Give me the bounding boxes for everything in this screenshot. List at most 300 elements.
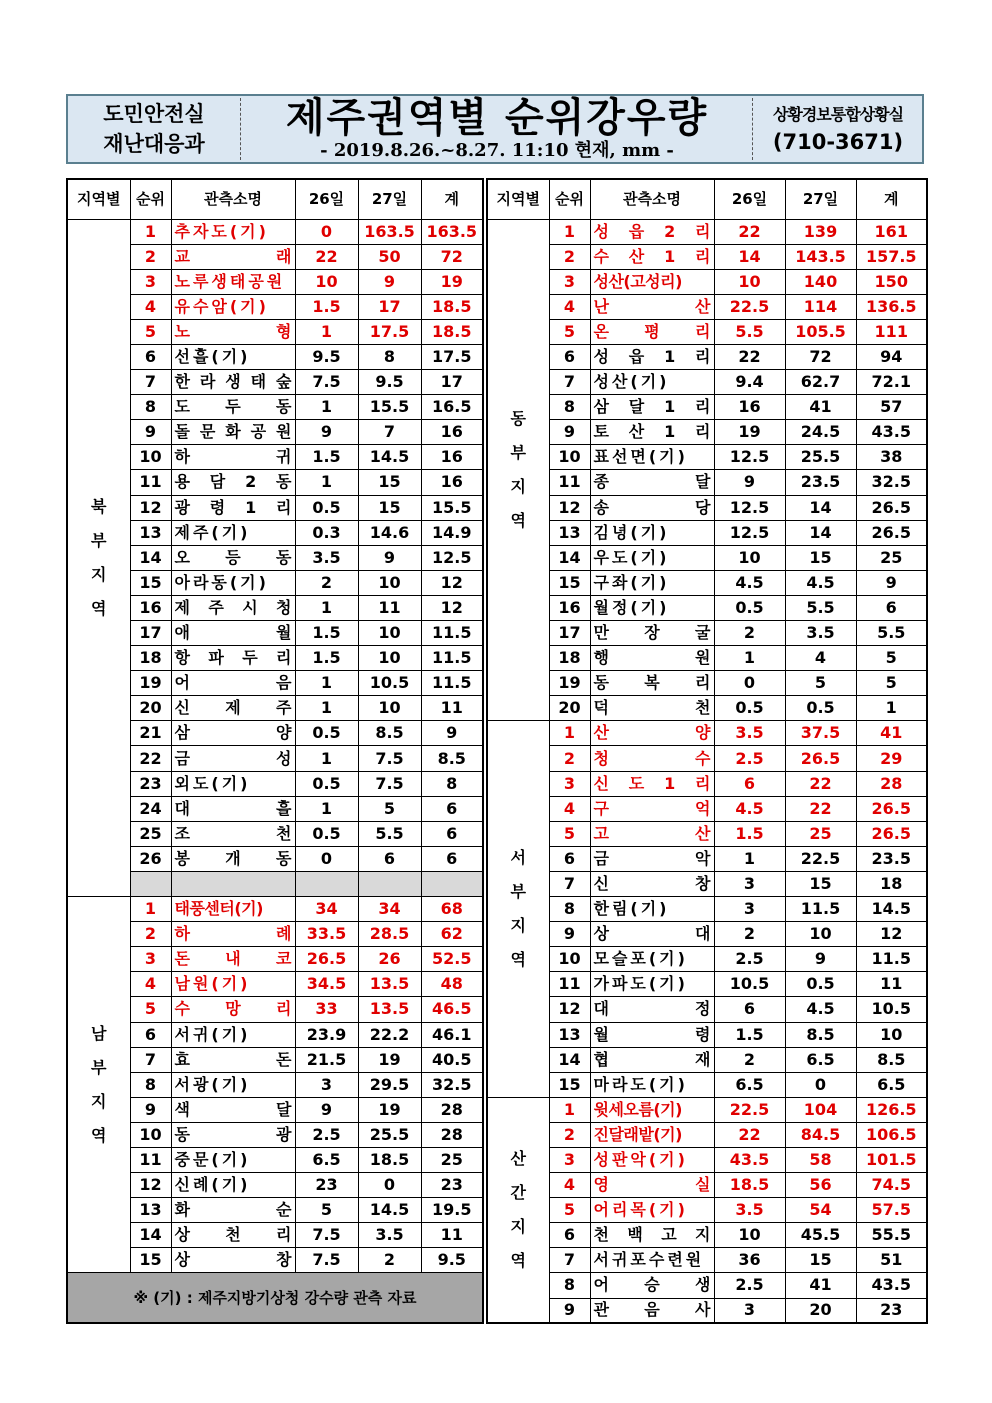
rank-cell: 9 bbox=[549, 1298, 590, 1323]
table-row bbox=[487, 570, 927, 595]
table-row bbox=[67, 821, 483, 846]
station-name-cell bbox=[590, 871, 714, 896]
table-row bbox=[67, 1022, 483, 1047]
rank-cell: 12 bbox=[549, 495, 590, 520]
station-name-cell bbox=[171, 219, 295, 244]
station-name: 중문(기) bbox=[174, 1150, 251, 1170]
station-name: 천 백 고 지 bbox=[593, 1225, 711, 1245]
station-name: 외도(기) bbox=[174, 773, 251, 793]
day26-cell: 7.5 bbox=[295, 370, 358, 395]
rank-cell: 13 bbox=[549, 520, 590, 545]
day27-cell: 7 bbox=[358, 420, 421, 445]
station-name: 성판악(기) bbox=[593, 1150, 688, 1170]
day26-cell: 2 bbox=[295, 570, 358, 595]
station-name-cell bbox=[590, 395, 714, 420]
rank-cell: 9 bbox=[130, 420, 171, 445]
rank-cell: 5 bbox=[549, 319, 590, 344]
header-divider bbox=[240, 98, 241, 160]
table-row bbox=[67, 595, 483, 620]
station-name: 제주(기) bbox=[174, 522, 251, 542]
day26-cell: 2.5 bbox=[714, 746, 785, 771]
day27-cell: 9 bbox=[785, 947, 856, 972]
rank-cell: 10 bbox=[549, 947, 590, 972]
day26-cell: 22.5 bbox=[714, 294, 785, 319]
table-row bbox=[67, 1097, 483, 1122]
station-name-cell bbox=[590, 269, 714, 294]
day26-cell: 0.5 bbox=[295, 821, 358, 846]
total-cell: 32.5 bbox=[856, 470, 927, 495]
station-name-cell bbox=[590, 846, 714, 871]
day26-cell: 0.5 bbox=[295, 721, 358, 746]
total-cell: 48 bbox=[421, 972, 483, 997]
station-name: 가파도(기) bbox=[593, 974, 688, 994]
day27-cell: 72 bbox=[785, 344, 856, 369]
table-row bbox=[487, 1223, 927, 1248]
day26-cell: 6 bbox=[714, 771, 785, 796]
day26-cell: 2 bbox=[714, 1047, 785, 1072]
table-row bbox=[487, 671, 927, 696]
total-cell: 16 bbox=[421, 445, 483, 470]
rank-cell: 6 bbox=[549, 344, 590, 369]
total-cell: 17.5 bbox=[421, 344, 483, 369]
day26-cell: 0.5 bbox=[295, 771, 358, 796]
table-row bbox=[67, 972, 483, 997]
station-name-cell bbox=[590, 897, 714, 922]
rank-cell: 23 bbox=[130, 771, 171, 796]
rank-cell: 14 bbox=[130, 545, 171, 570]
rank-cell: 14 bbox=[549, 1047, 590, 1072]
day26-cell: 1 bbox=[295, 470, 358, 495]
station-name-cell bbox=[590, 1198, 714, 1223]
office-name: 상황경보통합상황실 bbox=[772, 105, 904, 124]
station-name-cell bbox=[590, 721, 714, 746]
station-name: 선흘(기) bbox=[174, 347, 251, 367]
total-cell: 11 bbox=[421, 696, 483, 721]
total-cell: 46.5 bbox=[421, 997, 483, 1022]
day27-cell: 19 bbox=[358, 1097, 421, 1122]
day27-cell: 26 bbox=[358, 947, 421, 972]
total-cell: 14.5 bbox=[856, 897, 927, 922]
day26-cell: 3 bbox=[714, 897, 785, 922]
day27-cell: 7.5 bbox=[358, 771, 421, 796]
rank-cell: 7 bbox=[130, 370, 171, 395]
total-cell: 9 bbox=[421, 721, 483, 746]
station-name-cell bbox=[171, 1173, 295, 1198]
day26-cell: 0 bbox=[295, 219, 358, 244]
day27-cell: 62.7 bbox=[785, 370, 856, 395]
total-cell: 26.5 bbox=[856, 520, 927, 545]
department-line1: 도민안전실 bbox=[103, 102, 205, 126]
rank-cell: 7 bbox=[549, 1248, 590, 1273]
rank-cell: 25 bbox=[130, 821, 171, 846]
day26-cell: 2 bbox=[714, 621, 785, 646]
rank-cell: 11 bbox=[130, 470, 171, 495]
station-name-cell bbox=[590, 244, 714, 269]
day26-cell: 10 bbox=[295, 269, 358, 294]
total-cell: 16.5 bbox=[421, 395, 483, 420]
total-cell: 18.5 bbox=[421, 294, 483, 319]
table-row bbox=[67, 344, 483, 369]
day27-cell: 22.5 bbox=[785, 846, 856, 871]
region-label-east: 동부지역 bbox=[487, 219, 549, 721]
day27-cell: 15 bbox=[785, 871, 856, 896]
col-station: 관측소명 bbox=[590, 179, 714, 219]
region-label-west: 서부지역 bbox=[487, 721, 549, 1097]
table-row bbox=[67, 922, 483, 947]
empty-cell bbox=[171, 871, 295, 896]
rank-cell: 2 bbox=[549, 746, 590, 771]
day26-cell: 6.5 bbox=[714, 1072, 785, 1097]
table-row bbox=[67, 269, 483, 294]
day27-cell: 0.5 bbox=[785, 972, 856, 997]
table-row bbox=[67, 746, 483, 771]
day26-cell: 10 bbox=[714, 1223, 785, 1248]
station-name: 만 장 굴 bbox=[593, 623, 711, 643]
station-name-cell bbox=[590, 370, 714, 395]
total-cell: 11.5 bbox=[421, 646, 483, 671]
day27-cell: 20 bbox=[785, 1298, 856, 1323]
rank-cell: 3 bbox=[549, 269, 590, 294]
table-row bbox=[67, 420, 483, 445]
total-cell: 23.5 bbox=[856, 846, 927, 871]
day27-cell: 18.5 bbox=[358, 1147, 421, 1172]
day27-cell: 3.5 bbox=[785, 621, 856, 646]
station-name-cell bbox=[590, 646, 714, 671]
col-region: 지역별 bbox=[487, 179, 549, 219]
station-name-cell bbox=[171, 1047, 295, 1072]
table-row bbox=[67, 219, 483, 244]
station-name-cell bbox=[171, 1122, 295, 1147]
rank-cell: 1 bbox=[549, 721, 590, 746]
day27-cell: 163.5 bbox=[358, 219, 421, 244]
total-cell: 62 bbox=[421, 922, 483, 947]
station-name-cell bbox=[171, 319, 295, 344]
station-name-cell bbox=[171, 1198, 295, 1223]
day26-cell: 1 bbox=[714, 646, 785, 671]
station-name-cell bbox=[171, 821, 295, 846]
day27-cell: 5 bbox=[785, 671, 856, 696]
station-name-cell bbox=[171, 269, 295, 294]
total-cell: 5.5 bbox=[856, 621, 927, 646]
col-day26: 26일 bbox=[295, 179, 358, 219]
table-row bbox=[67, 947, 483, 972]
day27-cell: 3.5 bbox=[358, 1223, 421, 1248]
rank-cell: 17 bbox=[549, 621, 590, 646]
rank-cell: 11 bbox=[549, 470, 590, 495]
col-station: 관측소명 bbox=[171, 179, 295, 219]
rank-cell: 10 bbox=[130, 445, 171, 470]
station-name: 성산(고성리) bbox=[593, 271, 682, 291]
day27-cell: 2 bbox=[358, 1248, 421, 1273]
table-row bbox=[487, 420, 927, 445]
station-name-cell bbox=[171, 1223, 295, 1248]
day27-cell: 114 bbox=[785, 294, 856, 319]
rank-cell: 6 bbox=[549, 846, 590, 871]
total-cell: 10 bbox=[856, 1022, 927, 1047]
day27-cell: 25.5 bbox=[358, 1122, 421, 1147]
day27-cell: 105.5 bbox=[785, 319, 856, 344]
station-name-cell bbox=[590, 796, 714, 821]
station-name: 진달래밭(기) bbox=[593, 1124, 682, 1144]
total-cell: 9 bbox=[856, 570, 927, 595]
rank-cell: 1 bbox=[130, 897, 171, 922]
station-name-cell bbox=[171, 897, 295, 922]
station-name-cell bbox=[171, 922, 295, 947]
total-cell: 8 bbox=[421, 771, 483, 796]
total-cell: 8.5 bbox=[421, 746, 483, 771]
station-name: 온 평 리 bbox=[593, 321, 711, 341]
day26-cell: 22 bbox=[714, 219, 785, 244]
total-cell: 94 bbox=[856, 344, 927, 369]
col-total: 계 bbox=[421, 179, 483, 219]
day26-cell: 1 bbox=[295, 595, 358, 620]
rank-cell: 9 bbox=[549, 420, 590, 445]
rank-cell: 14 bbox=[130, 1223, 171, 1248]
total-cell: 57.5 bbox=[856, 1198, 927, 1223]
day26-cell: 4.5 bbox=[714, 796, 785, 821]
table-row bbox=[487, 646, 927, 671]
table-row bbox=[487, 846, 927, 871]
rank-cell: 14 bbox=[549, 545, 590, 570]
station-name: 청 수 bbox=[593, 748, 711, 768]
station-name: 삼 양 bbox=[174, 723, 292, 743]
station-name-cell bbox=[590, 294, 714, 319]
station-name-cell bbox=[590, 520, 714, 545]
station-name-cell bbox=[590, 1173, 714, 1198]
station-name-cell bbox=[590, 671, 714, 696]
rank-cell: 24 bbox=[130, 796, 171, 821]
total-cell: 6 bbox=[421, 796, 483, 821]
day26-cell: 1.5 bbox=[714, 1022, 785, 1047]
station-name: 유수암(기) bbox=[174, 296, 269, 316]
station-name: 항 파 두 리 bbox=[174, 648, 292, 668]
table-row bbox=[487, 1147, 927, 1172]
station-name: 표선면(기) bbox=[593, 447, 688, 467]
table-row bbox=[487, 319, 927, 344]
day27-cell: 58 bbox=[785, 1147, 856, 1172]
total-cell: 38 bbox=[856, 445, 927, 470]
station-name-cell bbox=[590, 1047, 714, 1072]
station-name: 서광(기) bbox=[174, 1074, 251, 1094]
total-cell: 11.5 bbox=[421, 671, 483, 696]
header-divider bbox=[752, 98, 753, 160]
station-name-cell bbox=[590, 344, 714, 369]
station-name: 서귀(기) bbox=[174, 1024, 251, 1044]
total-cell: 8.5 bbox=[856, 1047, 927, 1072]
station-name: 상 천 리 bbox=[174, 1225, 292, 1245]
day26-cell: 12.5 bbox=[714, 520, 785, 545]
day27-cell: 41 bbox=[785, 1273, 856, 1298]
table-row bbox=[67, 671, 483, 696]
table-row bbox=[487, 269, 927, 294]
total-cell: 23 bbox=[421, 1173, 483, 1198]
day27-cell: 9 bbox=[358, 269, 421, 294]
day27-cell: 37.5 bbox=[785, 721, 856, 746]
table-row bbox=[67, 370, 483, 395]
station-name-cell bbox=[171, 947, 295, 972]
rank-cell: 15 bbox=[549, 570, 590, 595]
table-row bbox=[487, 696, 927, 721]
total-cell: 14.9 bbox=[421, 520, 483, 545]
day26-cell: 10 bbox=[714, 269, 785, 294]
station-name-cell bbox=[171, 796, 295, 821]
rank-cell: 10 bbox=[130, 1122, 171, 1147]
rank-cell: 13 bbox=[130, 1198, 171, 1223]
total-cell: 18 bbox=[856, 871, 927, 896]
total-cell: 136.5 bbox=[856, 294, 927, 319]
table-header-row bbox=[487, 179, 927, 219]
col-day27: 27일 bbox=[358, 179, 421, 219]
total-cell: 23 bbox=[856, 1298, 927, 1323]
day27-cell: 17 bbox=[358, 294, 421, 319]
day27-cell: 84.5 bbox=[785, 1122, 856, 1147]
total-cell: 52.5 bbox=[421, 947, 483, 972]
day27-cell: 14.5 bbox=[358, 445, 421, 470]
day27-cell: 140 bbox=[785, 269, 856, 294]
station-name: 조 천 bbox=[174, 823, 292, 843]
station-name: 동 광 bbox=[174, 1124, 292, 1144]
day26-cell: 9 bbox=[295, 420, 358, 445]
station-name: 금 악 bbox=[593, 848, 711, 868]
station-name: 신 제 주 bbox=[174, 698, 292, 718]
total-cell: 5 bbox=[856, 646, 927, 671]
station-name: 애 월 bbox=[174, 623, 292, 643]
station-name: 금 성 bbox=[174, 748, 292, 768]
day27-cell: 10.5 bbox=[358, 671, 421, 696]
day27-cell: 22 bbox=[785, 796, 856, 821]
day26-cell: 36 bbox=[714, 1248, 785, 1273]
station-name-cell bbox=[171, 470, 295, 495]
day26-cell: 5.5 bbox=[714, 319, 785, 344]
station-name: 남원(기) bbox=[174, 974, 251, 994]
table-row bbox=[67, 470, 483, 495]
rank-cell: 21 bbox=[130, 721, 171, 746]
col-day26: 26일 bbox=[714, 179, 785, 219]
table-row bbox=[487, 520, 927, 545]
day26-cell: 2.5 bbox=[714, 1273, 785, 1298]
station-name: 송 당 bbox=[593, 497, 711, 517]
station-name: 오 등 동 bbox=[174, 547, 292, 567]
station-name-cell bbox=[171, 420, 295, 445]
day26-cell: 9 bbox=[295, 1097, 358, 1122]
day27-cell: 10 bbox=[785, 922, 856, 947]
day27-cell: 15.5 bbox=[358, 395, 421, 420]
day27-cell: 10 bbox=[358, 696, 421, 721]
rank-cell: 18 bbox=[549, 646, 590, 671]
station-name-cell bbox=[171, 570, 295, 595]
total-cell: 9.5 bbox=[421, 1248, 483, 1273]
station-name: 하 례 bbox=[174, 924, 292, 944]
total-cell: 43.5 bbox=[856, 1273, 927, 1298]
day26-cell: 2.5 bbox=[714, 947, 785, 972]
station-name-cell bbox=[590, 1072, 714, 1097]
table-row bbox=[67, 846, 483, 871]
station-name: 난 산 bbox=[593, 296, 711, 316]
day27-cell: 4 bbox=[785, 646, 856, 671]
table-row bbox=[487, 1298, 927, 1323]
station-name: 영 실 bbox=[593, 1175, 711, 1195]
day26-cell: 1 bbox=[295, 319, 358, 344]
total-cell: 15.5 bbox=[421, 495, 483, 520]
total-cell: 16 bbox=[421, 470, 483, 495]
station-name-cell bbox=[590, 1298, 714, 1323]
total-cell: 26.5 bbox=[856, 796, 927, 821]
col-rank: 순위 bbox=[130, 179, 171, 219]
total-cell: 46.1 bbox=[421, 1022, 483, 1047]
col-day27: 27일 bbox=[785, 179, 856, 219]
station-name-cell bbox=[171, 395, 295, 420]
rank-cell: 4 bbox=[549, 294, 590, 319]
table-row bbox=[487, 1072, 927, 1097]
rank-cell: 5 bbox=[130, 319, 171, 344]
station-name: 광 령 1 리 bbox=[174, 497, 292, 517]
day26-cell: 33.5 bbox=[295, 922, 358, 947]
day26-cell: 9.4 bbox=[714, 370, 785, 395]
day27-cell: 14.5 bbox=[358, 1198, 421, 1223]
day26-cell: 14 bbox=[714, 244, 785, 269]
day27-cell: 0.5 bbox=[785, 696, 856, 721]
table-row bbox=[487, 1047, 927, 1072]
station-name-cell bbox=[590, 319, 714, 344]
table-row bbox=[487, 470, 927, 495]
table-row bbox=[487, 294, 927, 319]
table-row bbox=[487, 1273, 927, 1298]
day26-cell: 34 bbox=[295, 897, 358, 922]
total-cell: 29 bbox=[856, 746, 927, 771]
table-row bbox=[487, 972, 927, 997]
total-cell: 6.5 bbox=[856, 1072, 927, 1097]
day26-cell: 1 bbox=[295, 395, 358, 420]
table-row bbox=[487, 344, 927, 369]
total-cell: 41 bbox=[856, 721, 927, 746]
right-rainfall-table bbox=[486, 178, 928, 1324]
note-row bbox=[67, 1273, 483, 1323]
station-name-cell bbox=[590, 1147, 714, 1172]
station-name: 우도(기) bbox=[593, 547, 670, 567]
day26-cell: 16 bbox=[714, 395, 785, 420]
total-cell: 72 bbox=[421, 244, 483, 269]
total-cell: 19.5 bbox=[421, 1198, 483, 1223]
table-row bbox=[67, 319, 483, 344]
station-name-cell bbox=[590, 972, 714, 997]
day27-cell: 25.5 bbox=[785, 445, 856, 470]
station-name: 윗세오름(기) bbox=[593, 1099, 682, 1119]
table-row bbox=[487, 721, 927, 746]
station-name: 노 형 bbox=[174, 321, 292, 341]
table-row bbox=[487, 871, 927, 896]
day26-cell: 0.5 bbox=[714, 595, 785, 620]
day26-cell: 23.9 bbox=[295, 1022, 358, 1047]
department-line2: 재난대응과 bbox=[103, 132, 205, 156]
total-cell: 6 bbox=[856, 595, 927, 620]
rank-cell: 9 bbox=[549, 922, 590, 947]
station-name: 삼 달 1 리 bbox=[593, 397, 711, 417]
day27-cell: 8 bbox=[358, 344, 421, 369]
table-row bbox=[67, 570, 483, 595]
table-row bbox=[67, 696, 483, 721]
station-name-cell bbox=[171, 495, 295, 520]
table-row bbox=[487, 1198, 927, 1223]
station-name: 돌 문 화 공 원 bbox=[174, 422, 292, 442]
table-row bbox=[67, 796, 483, 821]
day27-cell: 24.5 bbox=[785, 420, 856, 445]
day26-cell: 3.5 bbox=[714, 1198, 785, 1223]
rank-cell: 18 bbox=[130, 646, 171, 671]
table-row bbox=[67, 721, 483, 746]
table-row bbox=[487, 445, 927, 470]
total-cell: 18.5 bbox=[421, 319, 483, 344]
rank-cell: 3 bbox=[130, 269, 171, 294]
